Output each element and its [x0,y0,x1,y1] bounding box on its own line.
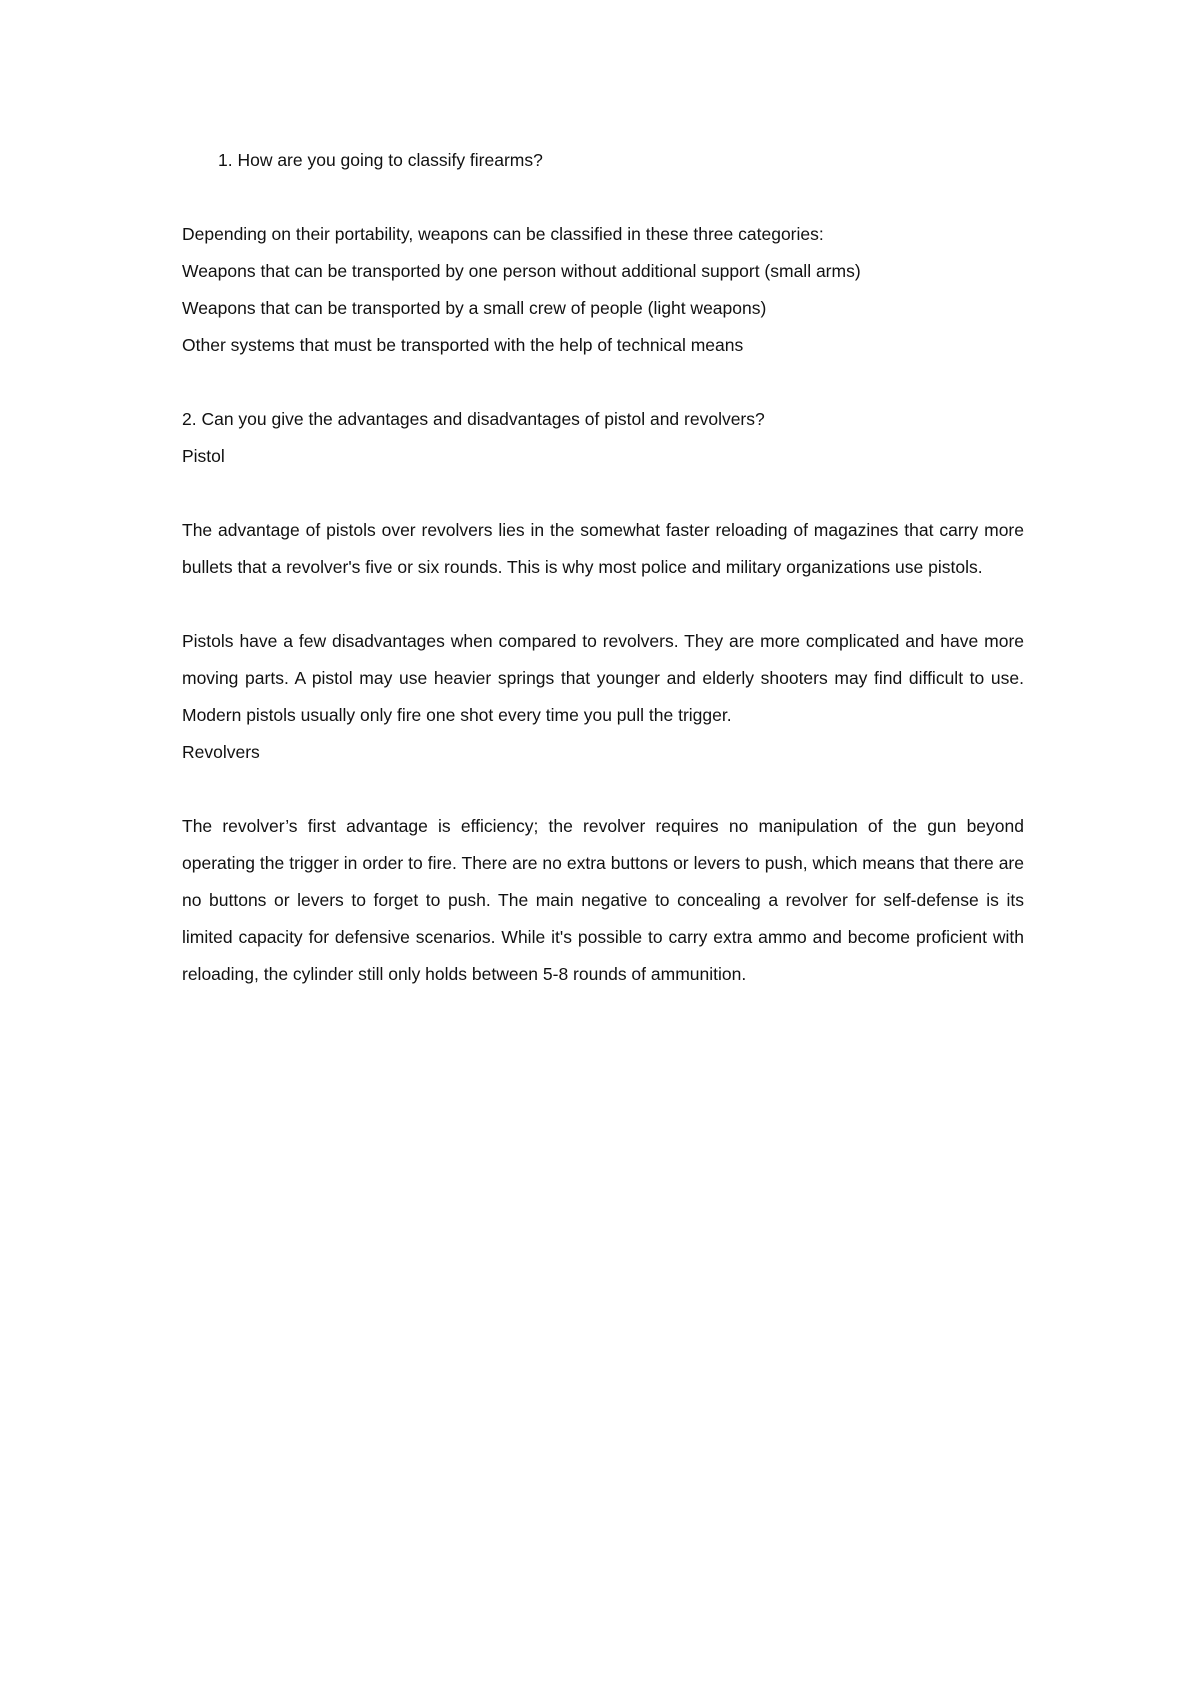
category-item: Other systems that must be transported with the help of technical means [182,335,744,355]
spacer [182,771,1024,808]
revolvers-heading: Revolvers [182,742,260,762]
spacer [182,475,1024,512]
pistol-advantage-paragraph: The advantage of pistols over revolvers lies in the somewhat faster reloading of magazines that carry more bullets that a revolver's five or six rounds. This is why most police and military organizations use pistols. [182,520,1024,577]
spacer [182,364,1024,401]
pistol-heading: Pistol [182,446,225,466]
question-2: 2. Can you give the advantages and disadvantages of pistol and revolvers? [182,409,765,429]
pistol-disadvantage-paragraph: Pistols have a few disadvantages when compared to revolvers. They are more complicated and have more moving parts. A pistol may use heavier springs that younger and elderly shooters may find difficult to use. Modern pistols usually only fire one shot every time you pull the trigger. [182,631,1024,725]
question-1: 1. How are you going to classify firearms? [218,150,543,170]
answer-1-intro: Depending on their portability, weapons can be classified in these three categories: [182,224,824,244]
spacer [182,179,1024,216]
category-item: Weapons that can be transported by one person without additional support (small arms) [182,261,861,281]
revolvers-paragraph: The revolver’s first advantage is efficiency; the revolver requires no manipulation of the gun beyond operating the trigger in order to fire. There are no extra buttons or levers to push, which means that there are no buttons or levers to forget to push. The main negative to concealing a revolver for self-defense is its limited capacity for defensive scenarios. While it's possible to carry extra ammo and become proficient with reloading, the cylinder still only holds between 5-8 rounds of ammunition. [182,816,1024,984]
category-item: Weapons that can be transported by a small crew of people (light weapons) [182,298,767,318]
document-body [182,142,1024,993]
spacer [182,586,1024,623]
